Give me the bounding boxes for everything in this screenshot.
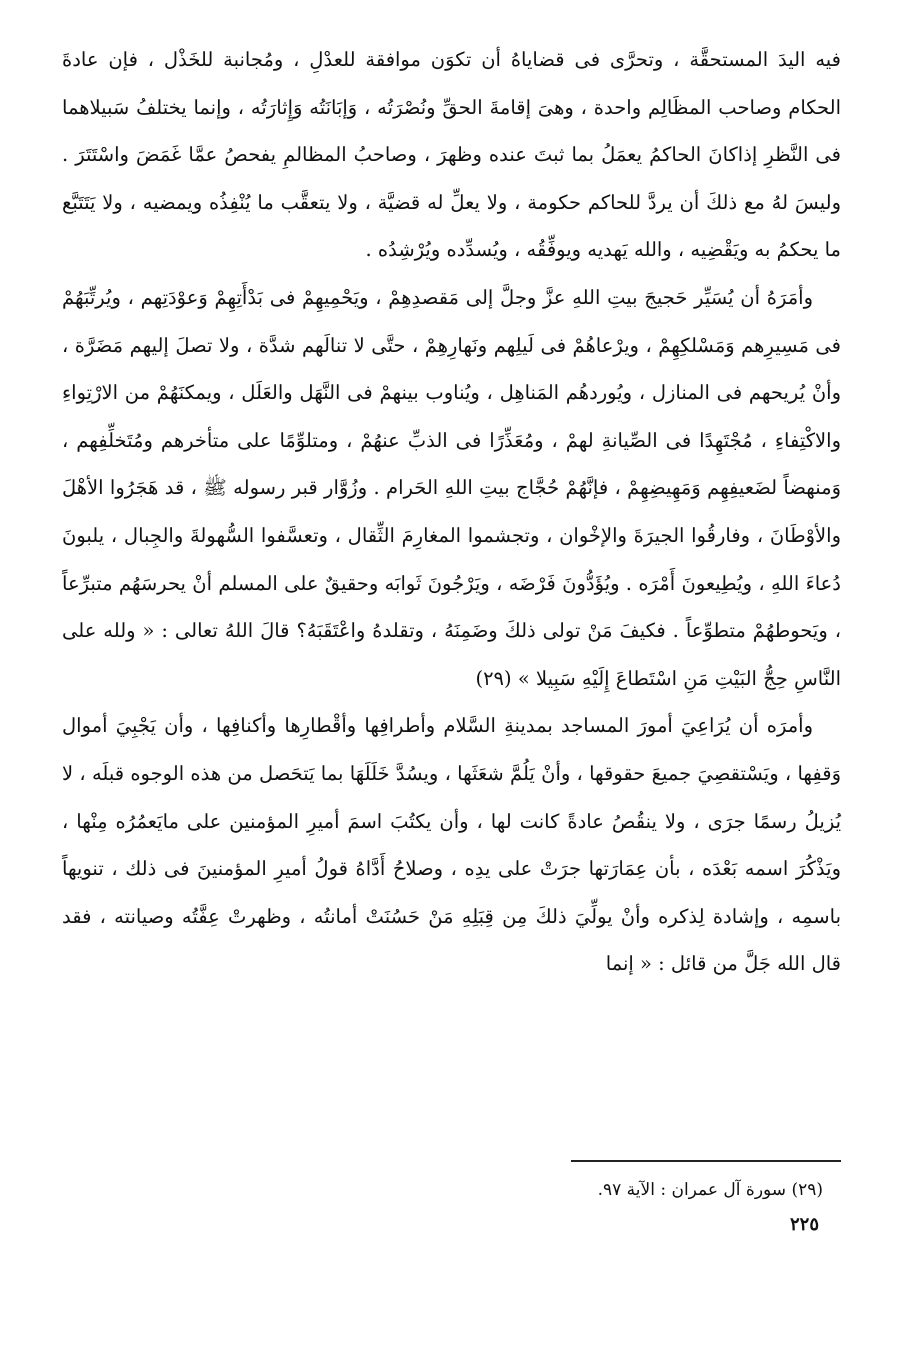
footnote-divider: [571, 1160, 841, 1162]
paragraph-1: فيه اليدَ المستحقَّة ، وتحرَّى فى قضاياهُ أن تكوَن موافقة للعدْلِ ، ومُجانبة للخَذْل ، فإن عادةَ الحكام وصاحب المظَالِم واحدة ، وهىَ إقامةَ الحقِّ ونُصْرَتُه ، وَإبَانَتُه وَإِثارَتُه ، وإنما يختلفُ سَبيلاهما فى النَّظرِ إذاكانَ الحاكمُ يعمَلُ بما ثبتَ عنده وظهرَ ، وصاحبُ المظالمِ يفحصُ عمَّا غَمَضَ واسْتَتَرَ . وليسَ لهُ مع ذلكَ أن يردَّ للحاكم حكومة ، ولا يعلِّ له قضيَّة ، ولا يتعقَّب ما يُنْفِذُه ويمضيه ، ولا يَتَتَبَّع ما يحكمُ به ويَقْضِيه ، والله يَهديه ويوفِّقُه ، ويُسدِّده ويُرْشِدُه .: [62, 48, 841, 262]
paragraph-2: وأمَرَهُ أن يُسَيِّر حَجيجَ بيتِ اللهِ عزَّ وجلَّ إلى مَقصدِهِمْ ، ويَحْمِيهِمْ فى بَدْأَتِهِمْ وَعوْدَتِهم ، ويُرتِّبَهُمْ فى مَسِيرِهم وَمَسْلكِهِمْ ، ويرْعاهُمْ فى لَيلِهم ونَهارِهِمْ ، حتَّى لا تنالَهم شدَّة ، ولا تصلَ إليهم مَضَرَّة ، وأنْ يُريحهم فى المنازل ، ويُوردهُم المَناهِل ، ويُناوب بينهمْ فى النَّهَل والعَلَل ، ويمكنَهُمْ من الارْتِواءِ والاكْتِفاءِ ، مُجْتَهِدًا فى الصِّيانةِ لهمْ ، ومُعَذِّرًا فى الذبِّ عنهُمْ ، ومتلوِّمًا على متأخرهم ومُتَخلِّفِهم ، وَمنهضاً لضَعيفِهِم وَمَهِيضِهِمْ ، فإنَّهُمْ حُجَّاج بيتِ اللهِ الحَرام . وزُوَّار قبر رسوله ﷺ ، قد هَجَرُوا الأهْلَ والأوْطَانَ ، وفارقُوا الجيرَةَ والإخْوان ، وتجشموا المغارِمَ الثِّقال ، وتعسَّفوا السُّهولةَ والجِبال ، يلبونَ دُعاءَ اللهِ ، ويُطِيعونَ أَمْرَه . ويُؤَدُّونَ فَرْضَه ، ويَرْجُونَ ثَوابَه وحقيقٌ على المسلم أنْ يحرسَهُم متبرِّعاً ، ويَحوطهُمْ متطوِّعاً . فكيفَ مَنْ تولى ذلكَ وضَمِنَهُ ، وتقلدهُ واعْتَقَبَهُ؟ قالَ اللهُ تعالى : « ولله على النَّاسِ حِجُّ البَيْتِ مَنِ اسْتَطاعَ إِلَيْهِ سَبِيلا » (٢٩): [62, 285, 841, 690]
paragraph-3: وأمرَه أن يُرَاعِيَ أمورَ المساجد بمدينةِ السَّلام وأطرافِها وأقْطارِها وأكنافِها ، وأن يَجْبِيَ أموال وَقفِها ، ويَسْتقصِيَ جميعَ حقوقها ، وأنْ يَلُمَّ شعَثَها ، ويسُدَّ خَلَلَهَا بما يَتحَصل من هذه الوجوه قبلَه ، لا يُزيلُ رسمًا جرَى ، ولا ينقُصُ عادةً كانت لها ، وأن يكتُبَ اسمَ أميرِ المؤمنين على مايَعمُرُه مِنْها ، ويَذْكُرَ اسمه بَعْدَه ، بأن عِمَارَتها جرَتْ على يدِه ، وصلاحُ أَدَّاهُ قولُ أميرِ المؤمنينَ فى ذلك ، تنويهاً باسمِه ، وإشادة لِذكره وأنْ يولِّيَ ذلكَ مِن قِبَلِهِ مَنْ حَسُنَتْ أمانتُه ، وظهرتْ عِفَّتُه وصيانته ، فقد قال الله جَلَّ من قائل : « إنما: [62, 714, 842, 976]
main-text: [62, 36, 841, 988]
footnote: (٢٩) سورة آل عمران : الآية ٩٧.: [597, 1180, 823, 1200]
page-number: ٢٢٥: [789, 1214, 819, 1235]
